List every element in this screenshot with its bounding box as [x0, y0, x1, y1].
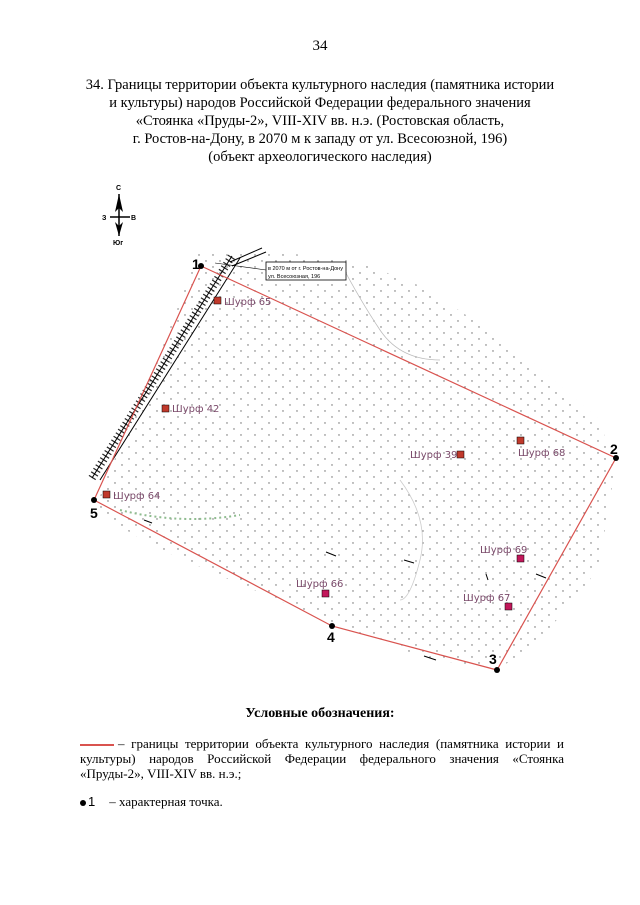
pit-label: Шурф 64 [113, 491, 161, 502]
pit-label: Шурф 66 [296, 579, 344, 590]
pit-marker [505, 603, 512, 610]
pit-marker [322, 590, 329, 597]
boundary-line-icon [80, 744, 114, 746]
pit-label: Шурф 65 [224, 297, 272, 308]
pit-marker [457, 451, 464, 458]
legend-boundary-text: – границы территории объекта культурного наследия (памятника истории и культуры) народов Российской Федерации федерального значения «Стоянка «Пруды-2», VIII-XIV вв. н.э.; [80, 736, 564, 781]
pit-marker [517, 437, 524, 444]
boundary-point [91, 497, 97, 503]
title-line: «Стоянка «Пруды-2», VIII-XIV вв. н.э. (Ростовская область, [135, 113, 505, 129]
boundary-point-label: 2 [610, 441, 618, 457]
pit-label: Шурф 42 [172, 404, 220, 415]
pit-label: Шурф 68 [518, 448, 566, 459]
legend-title: Условные обозначения: [245, 706, 395, 721]
pit-marker [103, 491, 110, 498]
pit-marker [214, 297, 221, 304]
compass-west: З [102, 215, 107, 222]
compass-north: С [116, 185, 122, 192]
legend-point [80, 794, 564, 809]
boundary-point-label: 5 [90, 505, 98, 521]
address-line: в 2070 м от г. Ростов-на-Дону [268, 266, 343, 272]
title-line: (объект археологического наследия) [208, 149, 432, 165]
pit-label: Шурф 39 [410, 450, 458, 461]
boundary-point [494, 667, 500, 673]
pit-marker [162, 405, 169, 412]
boundary-point-label: 4 [327, 629, 335, 645]
site-map [0, 170, 640, 690]
title-line: 34. Границы территории объекта культурного наследия (памятника истории [85, 77, 555, 93]
compass [102, 185, 136, 247]
pit-label: Шурф 67 [463, 593, 511, 604]
legend-point-text: – характерная точка. [109, 794, 223, 809]
title-line: и культуры) народов Российской Федерации федерального значения [109, 95, 531, 111]
point-icon [80, 800, 86, 806]
terrain-dots [95, 250, 615, 668]
boundary-point-label: 3 [489, 651, 497, 667]
legend-boundary [80, 736, 564, 781]
pit-marker [517, 555, 524, 562]
page-title [70, 76, 570, 166]
compass-east: В [131, 215, 137, 222]
address-line: ул. Всесоюзная, 196 [268, 274, 321, 280]
legend-point-number: 1 [88, 794, 96, 809]
page-number: 34 [312, 38, 328, 54]
title-line: г. Ростов-на-Дону, в 2070 м к западу от ул. Всесоюзной, 196) [132, 131, 508, 147]
pit-label: Шурф 69 [480, 545, 528, 556]
boundary-point-label: 1 [192, 256, 200, 272]
compass-south: Юг [113, 240, 124, 247]
